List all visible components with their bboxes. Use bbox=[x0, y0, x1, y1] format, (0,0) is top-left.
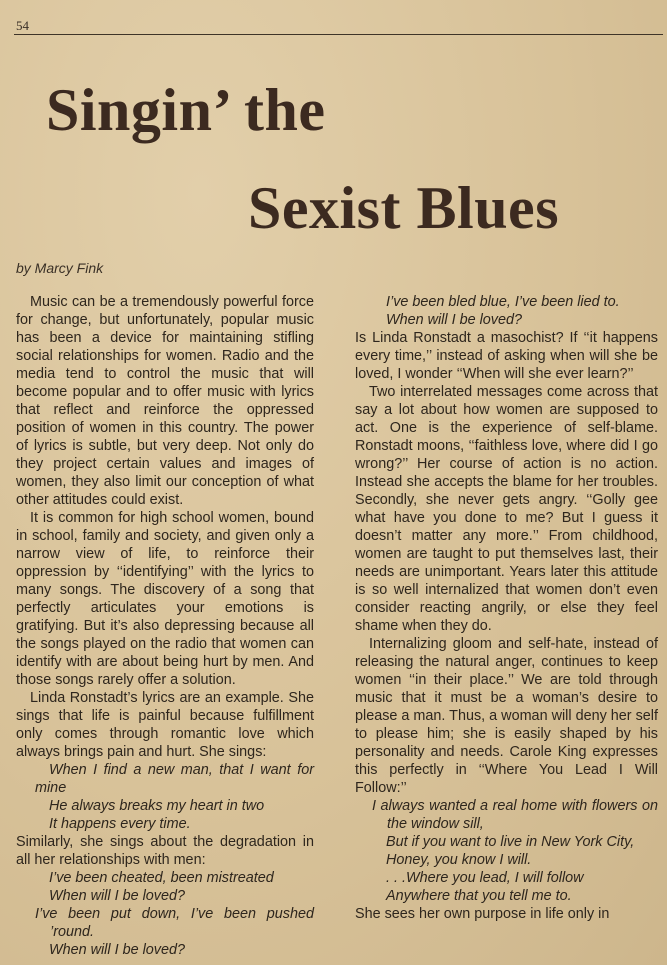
right-column bbox=[355, 293, 658, 923]
lyric-block-2 bbox=[16, 869, 314, 959]
paragraph-3: Linda Ronstadt’s lyrics are an example. She sings that life is painful because fulfillment only comes through romantic love which always brings pain and hurt. She sings: bbox=[16, 690, 314, 760]
paragraph-4: Similarly, she sings about the degradation in all her relationships with men: bbox=[16, 834, 314, 868]
left-column bbox=[16, 293, 314, 959]
paragraph-5: Is Linda Ronstadt a masochist? If ‘‘it happens every time,’’ instead of asking when will she be loved, I wonder ‘‘When will she ever learn?’’ bbox=[355, 330, 658, 382]
lyric-line: I’ve been cheated, been mistreated bbox=[49, 870, 274, 886]
paragraph-7: Internalizing gloom and self-hate, instead of releasing the natural anger, continues to keep women ‘‘in their place.’’ We are told through music that it must be a woman’s desire to please a man. Thus, a woman will deny her self to please him; she is easily shaped by his personality and needs. Carole King expresses this perfectly in ‘‘Where You Lead I Will Follow:’’ bbox=[355, 636, 658, 796]
lyric-line: I always wanted a real home with flowers on the window sill, bbox=[372, 798, 658, 832]
paragraph-6: Two interrelated messages come across that say a lot about how women are supposed to act. One is the experience of self-blame. Ronstadt moons, ‘‘faithless love, where did I go wrong?’’ Her course of action is no action. Instead she accepts the blame for her troubles. Secondly, she never gets angry. ‘‘Golly gee what have you done to me? But I guess it doesn’t matter any more.’’ From childhood, women are taught to put themselves last, their needs are unimportant. Years later this attitude is so well internalized that women don’t even consider reacting angrily, or else they feel shame when they do. bbox=[355, 384, 658, 634]
lyric-line: When I find a new man, that I want for mine bbox=[35, 762, 314, 796]
lyric-line: When will I be loved? bbox=[49, 888, 185, 904]
byline: by Marcy Fink bbox=[16, 260, 104, 276]
lyric-block-top bbox=[355, 293, 658, 329]
lyric-line: He always breaks my heart in two bbox=[49, 798, 265, 814]
lyric-line: But if you want to live in New York City, bbox=[386, 834, 635, 850]
lyric-line: When will I be loved? bbox=[49, 942, 185, 958]
lyric-line: . . .Where you lead, I will follow bbox=[386, 870, 584, 886]
title-line-2: Sexist Blues bbox=[248, 175, 560, 241]
lyric-line: When will I be loved? bbox=[386, 312, 522, 328]
title-line-1: Singin’ the bbox=[46, 77, 326, 143]
paragraph-1: Music can be a tremendously powerful force for change, but unfortunately, popular music has been a device for maintaining stifling social relationships for women. Radio and the media tend to control the music that will become popular and to offer music with lyrics that reflect and reinforce the oppressed position of women in this country. The power of lyrics is subtle, but very deep. Not only do they project certain values and images of women, they also limit our conception of what other attitudes could exist. bbox=[16, 294, 314, 508]
lyric-line: Honey, you know I will. bbox=[386, 852, 532, 868]
lyric-block-1 bbox=[16, 761, 314, 833]
lyric-line: I’ve been put down, I’ve been pushed ’round. bbox=[35, 906, 314, 940]
lyric-line: It happens every time. bbox=[49, 816, 191, 832]
lyric-line: I’ve been bled blue, I’ve been lied to. bbox=[386, 294, 620, 310]
paragraph-8: She sees her own purpose in life only in bbox=[355, 906, 610, 922]
top-rule bbox=[14, 34, 663, 35]
lyric-block-3 bbox=[355, 797, 658, 905]
page-number: 54 bbox=[16, 18, 29, 33]
lyric-line: Anywhere that you tell me to. bbox=[386, 888, 572, 904]
paragraph-2: It is common for high school women, bound in school, family and society, and given only a narrow view of life, to reinforce their oppression by ‘‘identifying’’ with the lyrics to many songs. The discovery of a song that perfectly articulates your emotions is gratifying. But it’s also depressing because all the songs played on the radio that women can identify with are about being hurt by men. And those songs rarely offer a solution. bbox=[16, 510, 314, 688]
